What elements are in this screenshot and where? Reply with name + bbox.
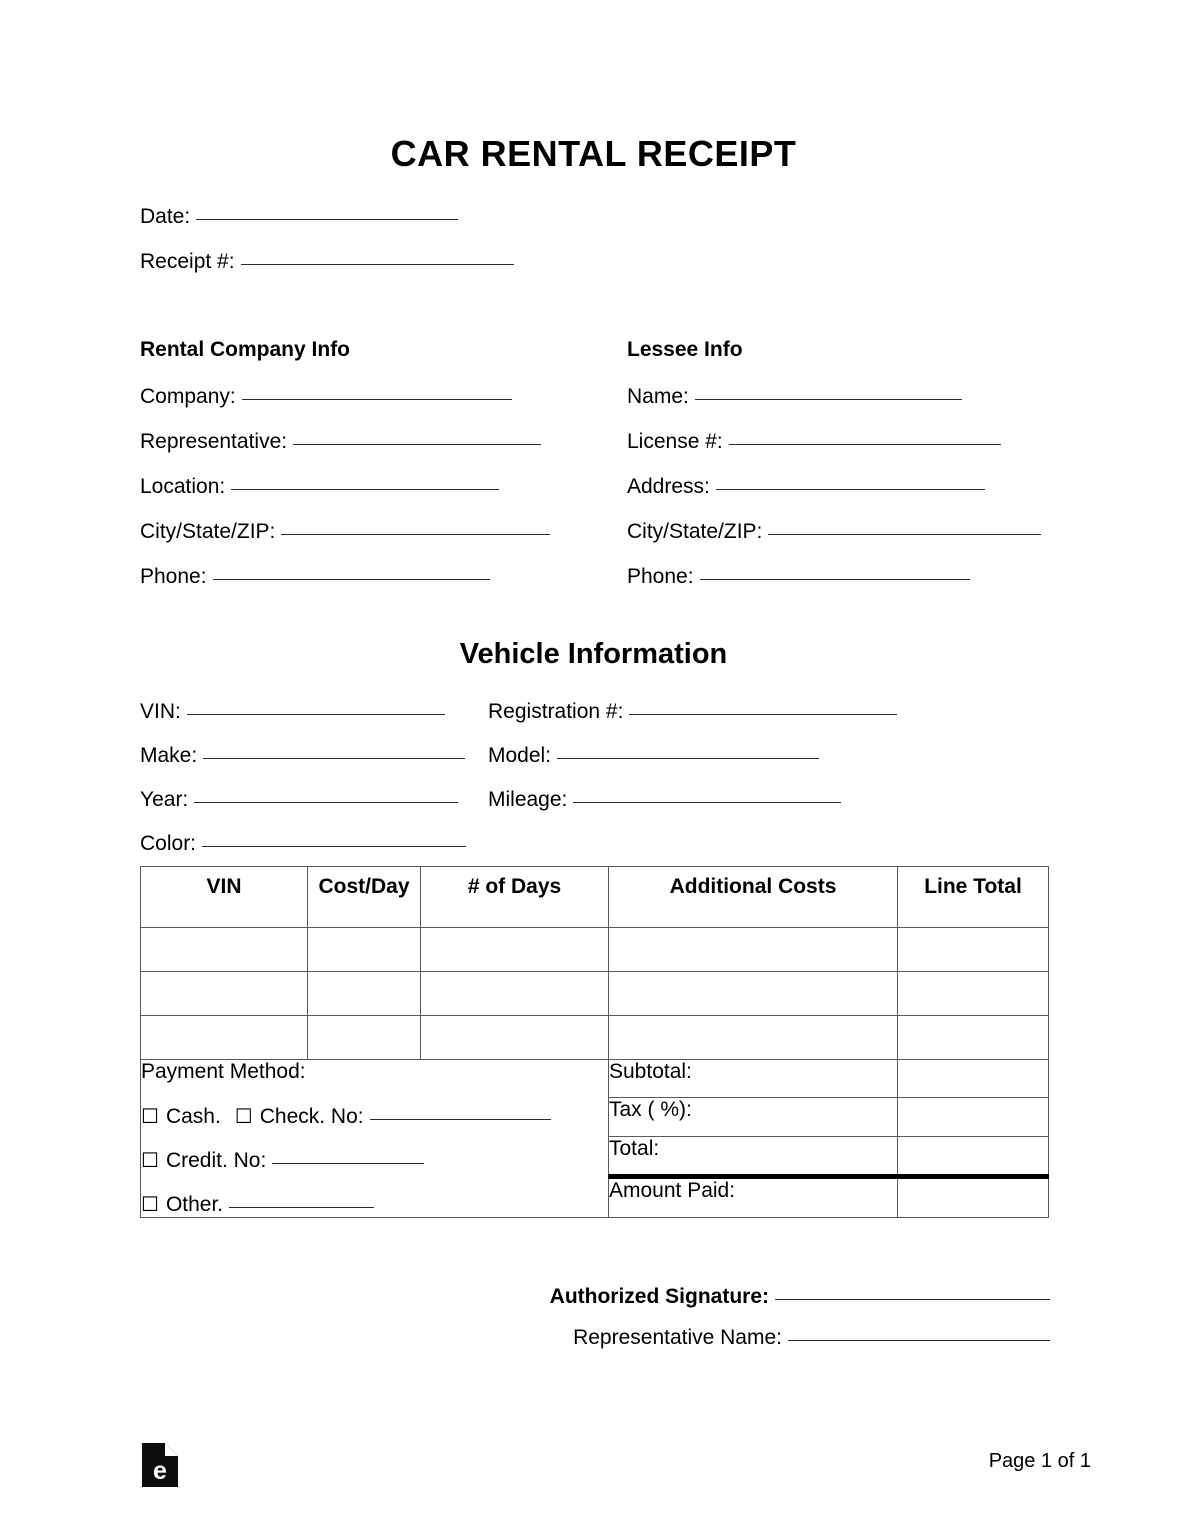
field-vin-input[interactable] — [187, 714, 445, 715]
page-number: Page 1 of 1 — [988, 1450, 1091, 1472]
representative-name-row — [140, 1326, 1050, 1350]
cell-cost-per-day[interactable] — [308, 1016, 421, 1060]
field-representative-input[interactable] — [293, 444, 541, 445]
field-vin — [140, 700, 488, 724]
checkbox-other-icon[interactable]: ☐ — [141, 1192, 159, 1216]
field-lessee-address-label: Address: — [627, 475, 710, 498]
field-location — [140, 475, 627, 499]
field-model — [488, 744, 819, 768]
field-color-label: Color: — [140, 832, 197, 855]
col-header-vin: VIN — [141, 867, 308, 928]
check-number-input[interactable] — [370, 1119, 551, 1120]
field-company — [140, 385, 627, 409]
field-registration-number — [488, 700, 897, 724]
cell-vin[interactable] — [141, 1016, 308, 1060]
page-title: CAR RENTAL RECEIPT — [390, 133, 797, 174]
field-make-label: Make: — [140, 744, 198, 767]
checkbox-check-icon[interactable]: ☐ — [234, 1104, 253, 1128]
amount-paid-value[interactable] — [898, 1177, 1049, 1218]
field-lessee-city-state-zip-label: City/State/ZIP: — [627, 520, 763, 543]
cell-line-total[interactable] — [898, 928, 1049, 972]
field-mileage-input[interactable] — [573, 802, 841, 803]
payment-option-check-label: Check. No: — [259, 1105, 364, 1128]
cell-cost-per-day[interactable] — [308, 928, 421, 972]
table-row — [141, 1016, 1049, 1060]
vehicle-row-vin-registration — [140, 700, 1090, 724]
cell-line-total[interactable] — [898, 1016, 1049, 1060]
cell-vin[interactable] — [141, 928, 308, 972]
field-license-number — [627, 430, 1097, 454]
lessee-heading: Lessee Info — [627, 338, 743, 361]
field-registration-number-input[interactable] — [629, 714, 897, 715]
col-header-number-of-days: # of Days — [421, 867, 609, 928]
cell-number-of-days[interactable] — [421, 1016, 609, 1060]
vehicle-information-heading: Vehicle Information — [459, 638, 728, 670]
vehicle-row-make-model — [140, 744, 1090, 768]
field-lessee-city-state-zip — [627, 520, 1097, 544]
field-mileage — [488, 788, 841, 812]
field-location-input[interactable] — [231, 489, 499, 490]
col-header-line-total: Line Total — [898, 867, 1049, 928]
field-lessee-phone-input[interactable] — [700, 579, 970, 580]
top-fields-group — [140, 205, 840, 295]
payment-option-credit-label: Credit. No: — [165, 1149, 267, 1172]
col-header-additional-costs: Additional Costs — [609, 867, 898, 928]
payment-method-cell — [141, 1060, 609, 1218]
field-representative — [140, 430, 627, 454]
total-label: Total: — [609, 1136, 898, 1177]
field-mileage-label: Mileage: — [488, 788, 568, 811]
authorized-signature-input[interactable] — [775, 1299, 1050, 1300]
representative-name-label: Representative Name: — [573, 1326, 782, 1349]
field-make-input[interactable] — [203, 758, 465, 759]
col-header-cost-per-day: Cost/Day — [308, 867, 421, 928]
rental-company-heading: Rental Company Info — [140, 338, 351, 361]
field-registration-number-label: Registration #: — [488, 700, 624, 723]
amount-paid-label: Amount Paid: — [609, 1177, 898, 1218]
cell-additional-costs[interactable] — [609, 1016, 898, 1060]
field-company-phone-input[interactable] — [213, 579, 490, 580]
cost-table — [140, 866, 1049, 1218]
cell-additional-costs[interactable] — [609, 972, 898, 1016]
field-lessee-name — [627, 385, 1097, 409]
field-color — [140, 832, 488, 856]
field-lessee-phone — [627, 565, 1097, 589]
field-company-city-state-zip-label: City/State/ZIP: — [140, 520, 276, 543]
cell-number-of-days[interactable] — [421, 972, 609, 1016]
cost-table-header-row — [141, 867, 1049, 928]
table-row — [141, 972, 1049, 1016]
tax-label: Tax ( %): — [609, 1098, 898, 1136]
field-model-input[interactable] — [557, 758, 819, 759]
cell-line-total[interactable] — [898, 972, 1049, 1016]
total-value[interactable] — [898, 1136, 1049, 1177]
field-date-label: Date: — [140, 205, 191, 228]
field-lessee-name-label: Name: — [627, 385, 689, 408]
representative-name-input[interactable] — [788, 1340, 1050, 1341]
field-company-phone — [140, 565, 627, 589]
authorized-signature-row — [140, 1285, 1050, 1309]
party-info-section — [140, 338, 1100, 610]
payment-option-cash-label: Cash. — [165, 1105, 221, 1128]
authorized-signature-label: Authorized Signature: — [549, 1285, 769, 1308]
field-receipt-number-label: Receipt #: — [140, 250, 235, 273]
field-company-label: Company: — [140, 385, 236, 408]
field-company-city-state-zip-input[interactable] — [281, 534, 550, 535]
payment-option-other-label: Other. — [165, 1193, 224, 1216]
field-receipt-number-input[interactable] — [241, 264, 514, 265]
rental-company-column — [140, 338, 627, 610]
subtotal-value[interactable] — [898, 1060, 1049, 1098]
field-company-city-state-zip — [140, 520, 627, 544]
field-lessee-name-input[interactable] — [695, 399, 962, 400]
field-date-input[interactable] — [196, 219, 458, 220]
vehicle-row-year-mileage — [140, 788, 1090, 812]
vehicle-row-color — [140, 832, 1090, 856]
payment-method-title: Payment Method: — [141, 1060, 306, 1083]
field-year — [140, 788, 488, 812]
field-location-label: Location: — [140, 475, 226, 498]
field-license-number-label: License #: — [627, 430, 723, 453]
cell-number-of-days[interactable] — [421, 928, 609, 972]
payment-and-subtotal-row — [141, 1060, 1049, 1098]
field-model-label: Model: — [488, 744, 552, 767]
field-lessee-address — [627, 475, 1097, 499]
checkbox-cash-icon[interactable]: ☐ — [141, 1104, 159, 1128]
field-license-number-input[interactable] — [729, 444, 1001, 445]
field-year-input[interactable] — [194, 802, 458, 803]
field-lessee-city-state-zip-input[interactable] — [768, 534, 1041, 535]
cell-vin[interactable] — [141, 972, 308, 1016]
checkbox-credit-icon[interactable]: ☐ — [141, 1148, 159, 1172]
payment-option-other — [141, 1193, 608, 1217]
field-color-input[interactable] — [202, 846, 466, 847]
cell-cost-per-day[interactable] — [308, 972, 421, 1016]
vehicle-fields-group — [140, 700, 1090, 876]
field-representative-label: Representative: — [140, 430, 288, 453]
field-company-phone-label: Phone: — [140, 565, 207, 588]
field-date — [140, 205, 840, 229]
eforms-document-icon[interactable] — [142, 1443, 178, 1487]
lessee-column — [627, 338, 1097, 610]
payment-option-cash-check — [141, 1105, 608, 1129]
field-year-label: Year: — [140, 788, 189, 811]
cell-additional-costs[interactable] — [609, 928, 898, 972]
subtotal-label: Subtotal: — [609, 1060, 898, 1098]
payment-option-credit — [141, 1149, 608, 1173]
signature-section — [140, 1285, 1050, 1367]
credit-number-input[interactable] — [272, 1163, 424, 1164]
field-lessee-address-input[interactable] — [716, 489, 985, 490]
table-row — [141, 928, 1049, 972]
field-lessee-phone-label: Phone: — [627, 565, 694, 588]
other-payment-input[interactable] — [229, 1207, 374, 1208]
field-receipt-number — [140, 250, 840, 274]
svg-text:e: e — [153, 1457, 167, 1485]
field-company-input[interactable] — [242, 399, 512, 400]
field-make — [140, 744, 488, 768]
tax-value[interactable] — [898, 1098, 1049, 1136]
field-vin-label: VIN: — [140, 700, 181, 723]
